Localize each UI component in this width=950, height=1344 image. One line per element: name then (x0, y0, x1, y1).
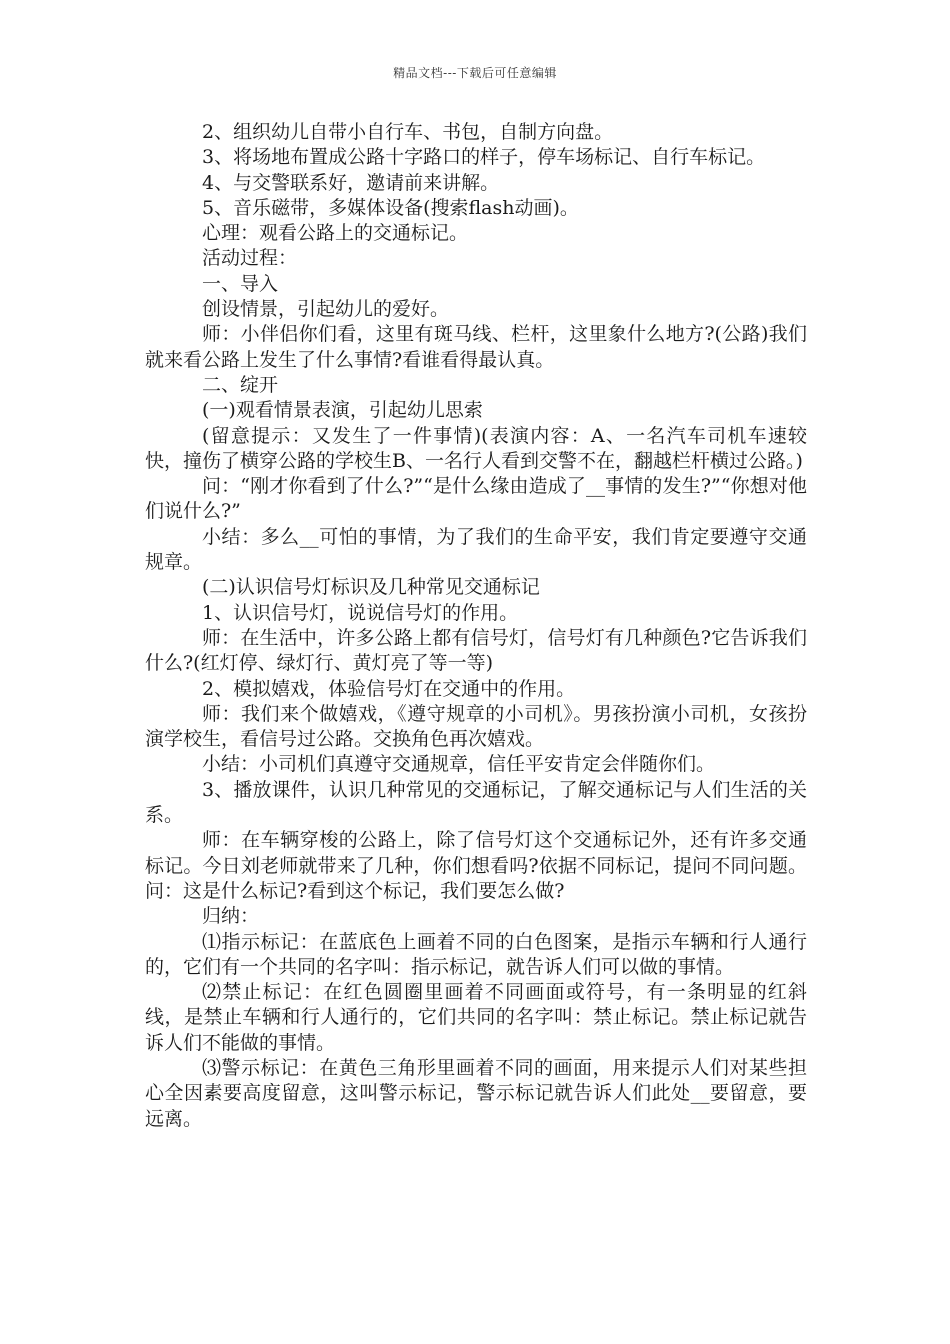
paragraph: 师：在车辆穿梭的公路上，除了信号灯这个交通标记外，还有许多交通标记。今日刘老师就带来了几种，你们想看吗?依据不同标记，提问不同问题。问：这是什么标记?看到这个标记，我们要怎么做? (145, 829, 807, 902)
list-item: ⑶警示标记：在黄色三角形里画着不同的画面，用来提示人们对某些担心全因素要高度留意，这叫警示标记，警示标记就告诉人们此处__要留意，要远离。 (145, 1056, 807, 1130)
paragraph: 1、认识信号灯，说说信号灯的作用。 (202, 601, 519, 624)
paragraph: 小结：多么__可怕的事情，为了我们的生命平安，我们肯定要遵守交通规章。 (145, 525, 807, 574)
paragraph: 4、与交警联系好，邀请前来讲解。 (202, 171, 500, 194)
paragraph: (留意提示：又发生了一件事情)(表演内容：A、一名汽车司机车速较快，撞伤了横穿公路的学校生B、一名行人看到交警不在，翻越栏杆横过公路。) (145, 424, 807, 472)
paragraph: 活动过程： (202, 247, 298, 270)
paragraph: 3、将场地布置成公路十字路口的样子，停车场标记、自行车标记。 (202, 146, 766, 169)
paragraph: 2、组织幼儿自带小自行车、书包，自制方向盘。 (202, 121, 614, 143)
paragraph: 师：在生活中，许多公路上都有信号灯，信号灯有几种颜色?它告诉我们什么?(红灯停、绿灯行、黄灯亮了等一等) (145, 626, 807, 675)
document-body (145, 120, 807, 1132)
paragraph: 师：我们来个做嬉戏，《遵守规章的小司机》。男孩扮演小司机，女孩扮演学校生，看信号过公路。交换角色再次嬉戏。 (145, 702, 807, 751)
paragraph: 小结：小司机们真遵守交通规章，信任平安肯定会伴随你们。 (202, 753, 716, 776)
list-item: ⑵禁止标记：在红色圆圈里画着不同画面或符号，有一条明显的红斜线，是禁止车辆和行人通行的，它们共同的名字叫：禁止标记。禁止标记就告诉人们不能做的事情。 (145, 981, 807, 1054)
page-header: 精品文档---下载后可任意编辑 (393, 66, 557, 80)
list-item: ⑴指示标记：在蓝底色上画着不同的白色图案，是指示车辆和行人通行的，它们有一个共同的名字叫：指示标记，就告诉人们可以做的事情。 (145, 930, 807, 978)
paragraph: 创设情景，引起幼儿的爱好。 (202, 298, 450, 321)
paragraph: 5、音乐磁带，多媒体设备(搜索flash动画)。 (202, 196, 579, 219)
subsection-heading: (二)认识信号灯标识及几种常见交通标记 (202, 576, 540, 599)
section-heading: 二、绽开 (202, 373, 279, 396)
subsection-heading: (一)观看情景表演，引起幼儿思索 (202, 399, 483, 422)
paragraph: 师：小伴侣你们看，这里有斑马线、栏杆，这里象什么地方?(公路)我们就来看公路上发生了什么事情?看谁看得最认真。 (145, 323, 807, 371)
paragraph: 3、播放课件，认识几种常见的交通标记，了解交通标记与人们生活的关系。 (145, 778, 807, 827)
paragraph: 归纳： (202, 905, 260, 928)
paragraph: 问：“刚才你看到了什么?”“是什么缘由造成了__事情的发生?”“你想对他们说什么?” (145, 475, 807, 523)
section-heading: 一、导入 (202, 272, 279, 295)
paragraph: 心理：观看公路上的交通标记。 (202, 222, 469, 245)
paragraph: 2、模拟嬉戏，体验信号灯在交通中的作用。 (202, 677, 576, 700)
